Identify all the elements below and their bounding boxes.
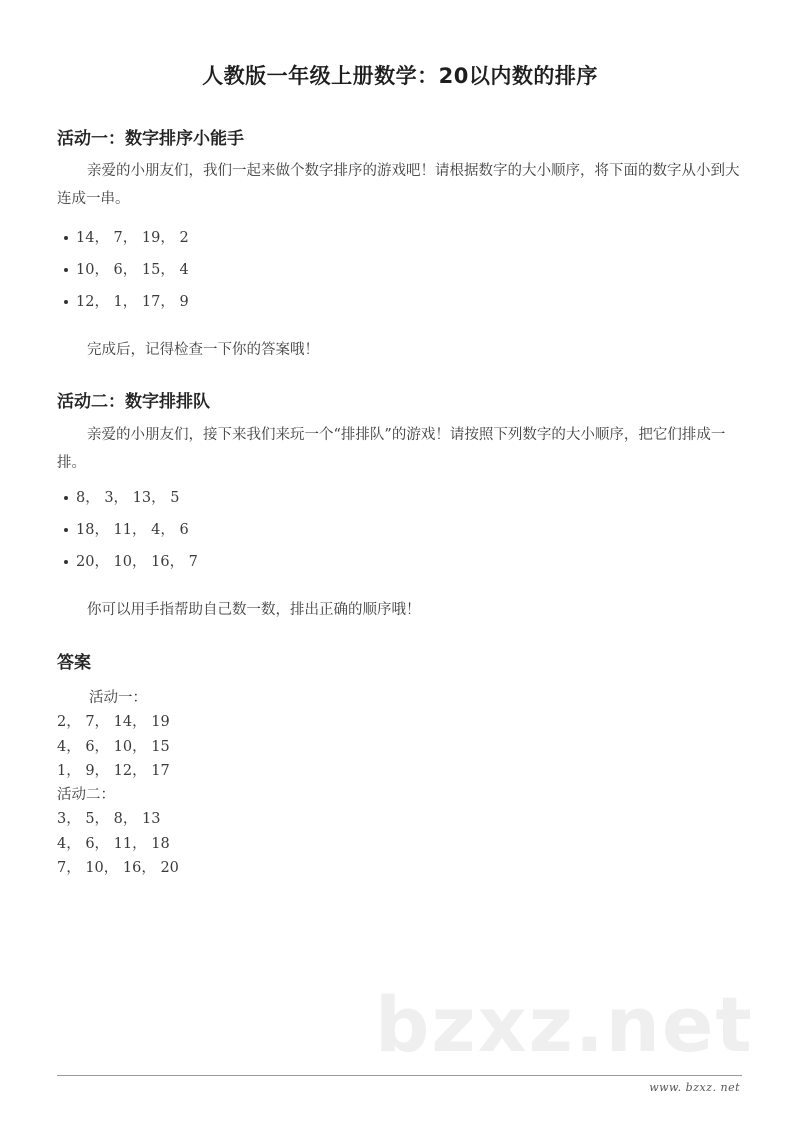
page-title: 人教版一年级上册数学：20以内数的排序 (202, 64, 598, 88)
answer-line: 4， 6， 11， 18 (57, 835, 170, 852)
answer-line: 7， 10， 16， 20 (57, 860, 179, 877)
activity1-list (64, 228, 189, 324)
activity2-heading: 活动二：数字排排队 (57, 392, 210, 412)
activity2-intro: 亲爱的小朋友们，接下来我们来玩一个“排排队”的游戏！请按照下列数字的大小顺序，把它们排成一排。 (57, 427, 726, 471)
answers-activity2-label: 活动二： (57, 787, 115, 804)
activity1-intro: 亲爱的小朋友们，我们一起来做个数字排序的游戏吧！请根据数字的大小顺序，将下面的数字从小到大连成一串。 (57, 163, 740, 207)
answers-heading: 答案 (57, 653, 91, 673)
activity2-note: 你可以用手指帮助自己数一数，排出正确的顺序哦！ (87, 602, 421, 618)
footer-url: www. bzxz. net (649, 1081, 740, 1094)
watermark: bzxz.net (375, 980, 754, 1069)
list-item: 14， 7， 19， 2 (64, 228, 189, 260)
activity1-note: 完成后，记得检查一下你的答案哦！ (87, 342, 319, 358)
answer-line: 3， 5， 8， 13 (57, 811, 161, 828)
list-item: 18， 11， 4， 6 (64, 520, 198, 552)
footer-divider (57, 1075, 742, 1076)
answer-line: 2， 7， 14， 19 (57, 714, 170, 731)
answers-block (57, 686, 179, 880)
answers-activity1-label: 活动一： (89, 690, 147, 706)
activity1-heading: 活动一：数字排序小能手 (57, 129, 244, 149)
list-item: 10， 6， 15， 4 (64, 260, 189, 292)
answer-line: 4， 6， 10， 15 (57, 738, 170, 755)
answer-line: 1， 9， 12， 17 (57, 762, 170, 779)
list-item: 12， 1， 17， 9 (64, 292, 189, 324)
list-item: 8， 3， 13， 5 (64, 488, 198, 520)
activity2-list (64, 488, 198, 584)
list-item: 20， 10， 16， 7 (64, 552, 198, 584)
